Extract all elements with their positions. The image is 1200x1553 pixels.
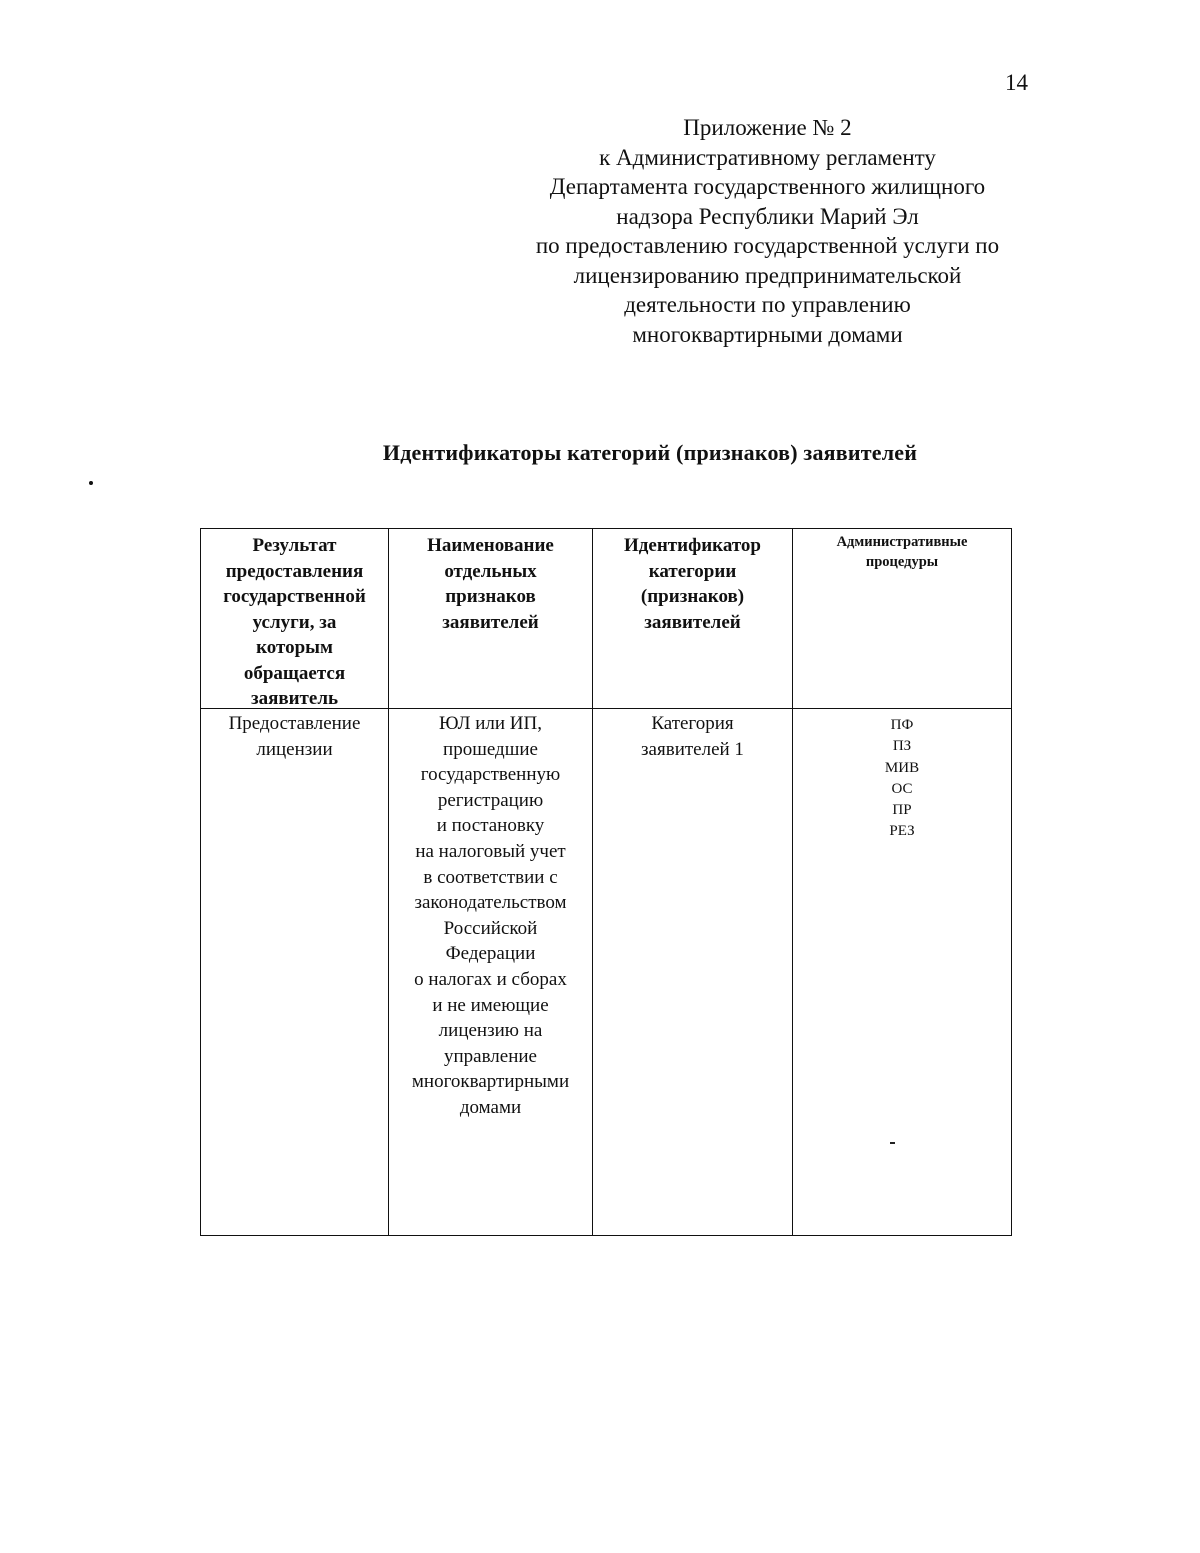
appendix-line: к Административному регламенту xyxy=(599,144,936,170)
header-text: государственной xyxy=(223,586,366,607)
header-cell-attributes xyxy=(389,533,592,635)
procedure-code: ПЗ xyxy=(892,738,912,755)
document-title: Идентификаторы категорий (признаков) заявителей xyxy=(382,440,918,465)
cell-text: регистрацию xyxy=(437,789,544,811)
header-text: обращается xyxy=(243,662,346,684)
header-cell-category-id xyxy=(593,533,792,635)
cell-text: лицензии xyxy=(256,738,333,760)
cell-text: Российской xyxy=(443,917,538,939)
appendix-line: Департамента государственного жилищного xyxy=(549,174,986,199)
cell-text: на налоговый учет xyxy=(415,840,566,862)
cell-text: Категория xyxy=(651,713,734,734)
appendix-line: надзора Республики Марий Эл xyxy=(616,203,919,229)
cell-text: государственную xyxy=(420,764,561,786)
body-cell-category-id xyxy=(593,711,792,762)
cell-text: о налогах и сборах xyxy=(414,968,567,990)
appendix-line: лицензированию предпринимательской xyxy=(573,262,962,288)
header-cell-result xyxy=(201,533,388,712)
header-text: Административные xyxy=(836,534,968,550)
header-text: признаков xyxy=(445,586,536,607)
cell-text: многоквартирными xyxy=(411,1071,570,1093)
cell-text: и постановку xyxy=(436,815,545,837)
appendix-line: Приложение № 2 xyxy=(683,115,852,140)
header-text: Наименование xyxy=(427,535,554,556)
procedure-code: ПФ xyxy=(890,717,914,733)
column-divider xyxy=(792,529,793,1235)
body-cell-result xyxy=(201,711,388,762)
cell-text: лицензию на xyxy=(438,1020,543,1042)
appendix-line: по предоставлению государственной услуги по xyxy=(535,233,1000,258)
cell-text: управление xyxy=(443,1045,537,1067)
procedure-code: МИВ xyxy=(884,759,920,776)
cell-text: в соответствии с xyxy=(423,866,558,888)
procedure-code: ОС xyxy=(891,780,913,797)
appendix-header xyxy=(500,113,1035,349)
header-text: заявитель xyxy=(250,688,339,709)
header-cell-procedures xyxy=(793,532,1011,572)
body-cell-attributes xyxy=(389,711,592,1121)
procedure-code: ПР xyxy=(892,802,912,819)
cell-text: и не имеющие xyxy=(432,994,549,1016)
header-text: заявителей xyxy=(442,611,539,633)
header-text: которым xyxy=(256,637,333,658)
header-text: заявителей xyxy=(644,611,741,633)
appendix-line: деятельности по управлению xyxy=(624,292,911,317)
header-text: процедуры xyxy=(865,554,939,570)
cell-text: Федерации xyxy=(445,943,536,965)
appendix-line: многоквартирными домами xyxy=(632,321,903,347)
header-text: категории xyxy=(648,560,737,582)
cell-text: заявителей 1 xyxy=(641,738,744,760)
page-number: 14 xyxy=(1005,70,1028,95)
header-text: Результат xyxy=(252,535,337,556)
header-text: услуги, за xyxy=(252,611,337,633)
cell-text: Предоставление xyxy=(228,713,361,734)
cell-text: домами xyxy=(459,1096,522,1118)
cell-text: законодательством xyxy=(414,892,567,914)
header-text: (признаков) xyxy=(640,586,745,607)
applicant-categories-table xyxy=(200,528,1012,1236)
cell-text: ЮЛ или ИП, xyxy=(439,713,542,734)
header-text: отдельных xyxy=(444,560,537,582)
header-text: предоставления xyxy=(225,560,364,582)
header-text: Идентификатор xyxy=(624,535,761,556)
stray-dot xyxy=(89,481,93,485)
procedure-code: РЕЗ xyxy=(889,823,915,840)
scan-speck xyxy=(890,1142,895,1144)
body-cell-procedures xyxy=(793,715,1011,843)
cell-text: прошедшие xyxy=(443,738,538,760)
